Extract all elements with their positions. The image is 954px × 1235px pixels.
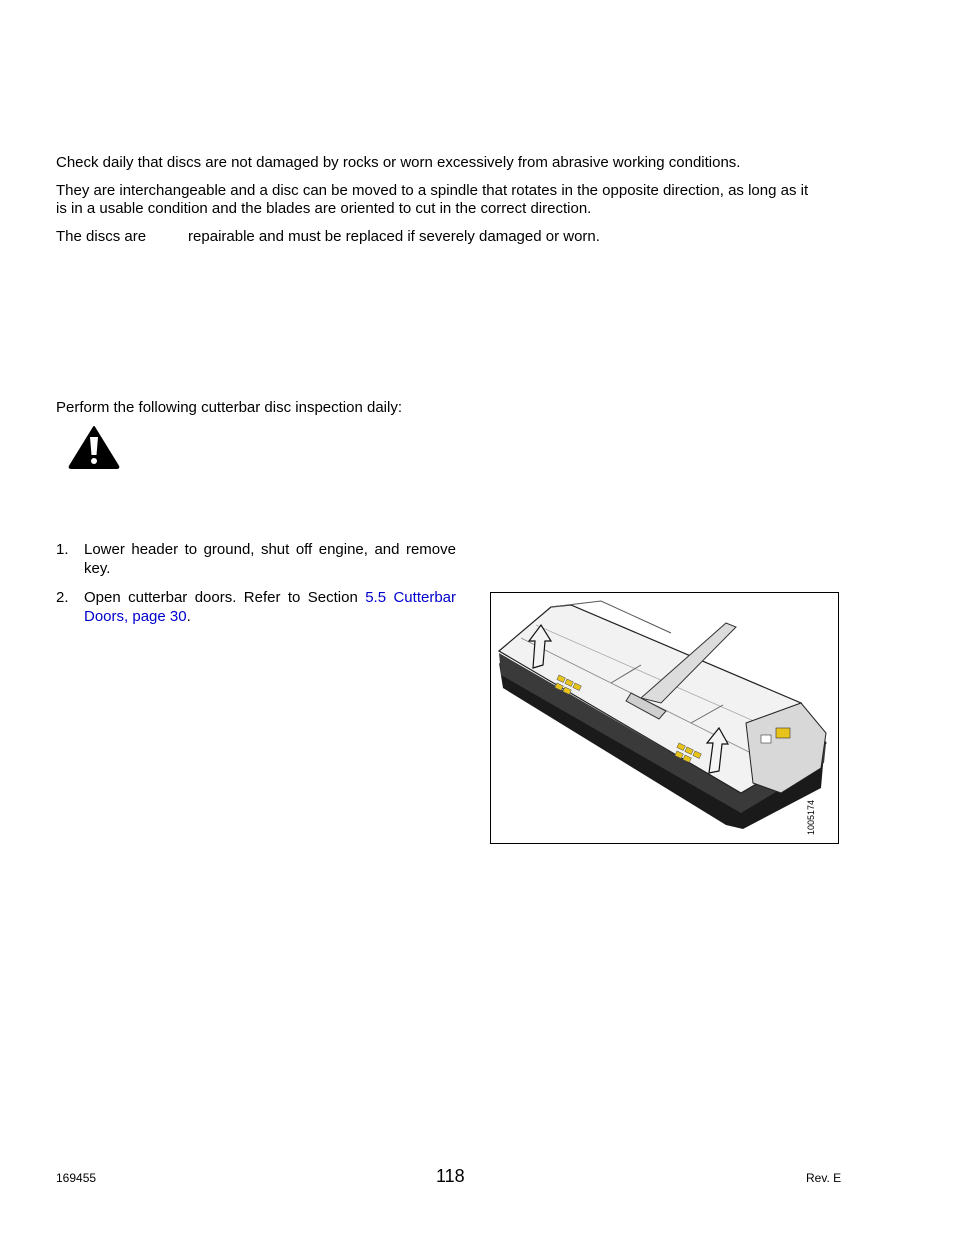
paragraph-repairable [56,227,600,246]
paragraph-repairable-start: The discs are [56,228,147,245]
step-number: 1. [56,541,69,558]
page-number: 118 [436,1166,465,1186]
step-text [84,588,456,626]
step-text-main: Open cutterbar doors. Refer to Section [84,589,366,606]
cutterbar-illustration [491,593,838,843]
step-text: Lower header to ground, shut off engine, and remove key. [84,541,456,577]
paragraph-repairable-end: repairable and must be replaced if severely damaged or worn. [188,228,600,245]
warning-triangle-icon [68,425,120,469]
step-2 [56,588,456,626]
paragraph-disc-check: Check daily that discs are not damaged by rocks or worn excessively from abrasive working conditions. [56,154,741,171]
procedure-steps [56,540,456,636]
step-text-suffix: . [186,608,191,625]
paragraph-interchangeable-2: is in a usable condition and the blades are oriented to cut in the correct direction. [56,200,592,217]
cutterbar-figure [490,592,839,844]
figure-id: 1005174 [806,799,816,835]
step-number: 2. [56,589,69,606]
step-1 [56,540,456,578]
cutterbar-doors-link[interactable]: 5.5 Cutterbar Doors, page 30 [84,589,456,625]
paragraph-interchangeable-1: They are interchangeable and a disc can be moved to a spindle that rotates in the opposite direction, as long as it [56,182,809,199]
paragraph-inspection-intro: Perform the following cutterbar disc inspection daily: [56,399,402,416]
revision: Rev. E [806,1171,842,1185]
document-number: 169455 [56,1171,97,1185]
